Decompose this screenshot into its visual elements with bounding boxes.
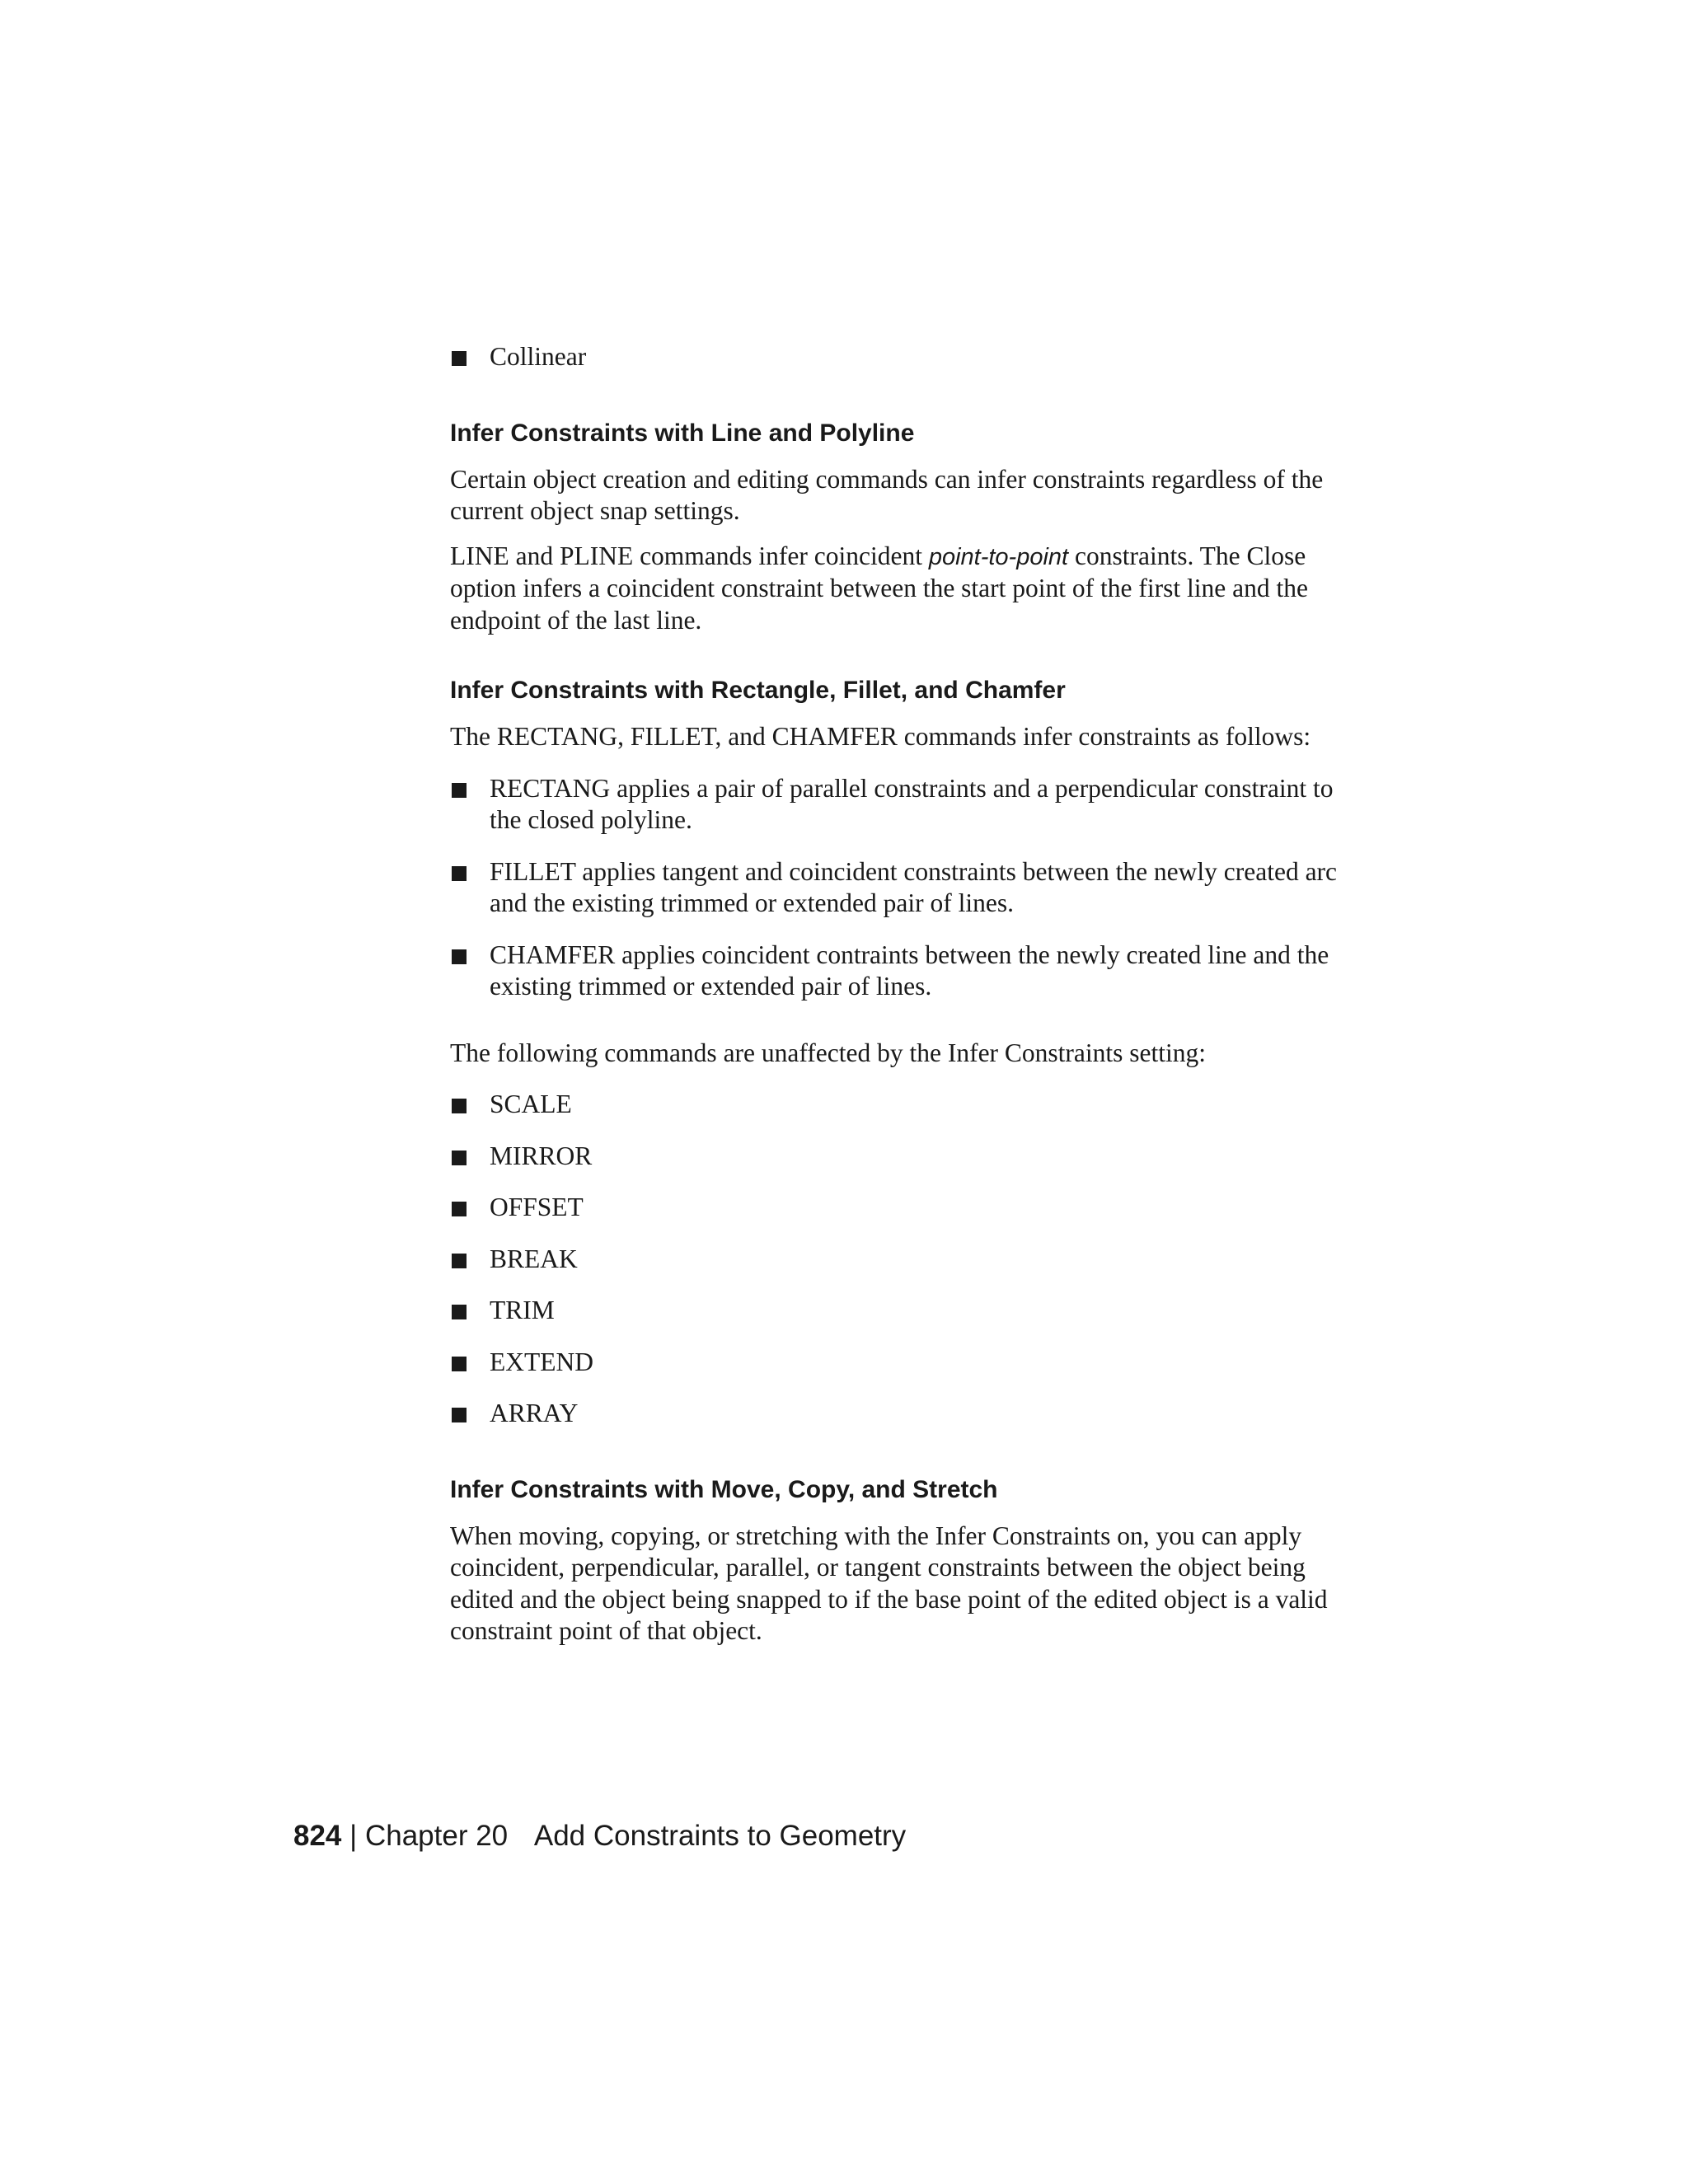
page-footer bbox=[293, 1818, 906, 1854]
list-item-text: CHAMFER applies coincident contraints between the newly created line and the existing trimmed or extended pair of lines. bbox=[490, 940, 1329, 1001]
list-item bbox=[450, 341, 1340, 373]
body-paragraph: The following commands are unaffected by the Infer Constraints setting: bbox=[450, 1038, 1207, 1067]
top-bullet-list bbox=[450, 341, 1340, 373]
list-item bbox=[450, 1089, 1340, 1121]
list-item-text: SCALE bbox=[490, 1090, 572, 1118]
body-paragraph: Certain object creation and editing commands can infer constraints regardless of the current object snap settings. bbox=[450, 464, 1324, 525]
body-paragraph: The RECTANG, FILLET, and CHAMFER commands infer constraints as follows: bbox=[450, 722, 1311, 751]
square-bullet-icon bbox=[452, 1357, 467, 1371]
list-item-text: OFFSET bbox=[490, 1193, 584, 1221]
chapter-title: Add Constraints to Geometry bbox=[533, 1820, 907, 1852]
square-bullet-icon bbox=[452, 1099, 467, 1113]
paragraph-text: constraints. The Close option infers a coincident constraint between the start point of the first line and the endpoint of the last line. bbox=[450, 541, 1308, 635]
list-item bbox=[450, 1192, 1340, 1224]
list-item bbox=[450, 940, 1340, 1003]
list-item bbox=[450, 1244, 1340, 1276]
page-number: 824 bbox=[293, 1820, 342, 1852]
unaffected-commands-list bbox=[450, 1089, 1340, 1430]
square-bullet-icon bbox=[452, 866, 467, 881]
square-bullet-icon bbox=[452, 1202, 467, 1216]
list-item bbox=[450, 1398, 1340, 1430]
footer-separator: | bbox=[349, 1820, 358, 1852]
list-item bbox=[450, 1141, 1340, 1173]
square-bullet-icon bbox=[452, 1408, 467, 1422]
square-bullet-icon bbox=[452, 1151, 467, 1165]
section-heading-line-polyline: Infer Constraints with Line and Polyline bbox=[450, 419, 915, 447]
list-item-text: RECTANG applies a pair of parallel constraints and a perpendicular constraint to the closed polyline. bbox=[490, 773, 1334, 834]
list-item bbox=[450, 1347, 1340, 1379]
list-item-text: MIRROR bbox=[490, 1141, 593, 1170]
square-bullet-icon bbox=[452, 949, 467, 964]
square-bullet-icon bbox=[452, 351, 467, 366]
paragraph-text: LINE and PLINE commands infer coincident bbox=[450, 541, 929, 570]
emphasized-term: point-to-point bbox=[928, 543, 1069, 570]
list-item-text: ARRAY bbox=[490, 1399, 579, 1427]
square-bullet-icon bbox=[452, 783, 467, 798]
section-heading-rectangle-fillet-chamfer: Infer Constraints with Rectangle, Fillet, and Chamfer bbox=[450, 677, 1066, 704]
square-bullet-icon bbox=[452, 1254, 467, 1268]
section-heading-move-copy-stretch: Infer Constraints with Move, Copy, and Stretch bbox=[450, 1475, 998, 1503]
list-item bbox=[450, 1295, 1340, 1327]
list-item-text: BREAK bbox=[490, 1244, 578, 1273]
page-content bbox=[450, 341, 1340, 1647]
square-bullet-icon bbox=[452, 1305, 467, 1319]
list-item-text: TRIM bbox=[490, 1296, 555, 1324]
list-item-text: Collinear bbox=[490, 342, 587, 371]
list-item-text: EXTEND bbox=[490, 1347, 593, 1376]
list-item-text: FILLET applies tangent and coincident constraints between the newly created arc and the existing trimmed or extended pair of lines. bbox=[490, 856, 1338, 917]
inferring-commands-list bbox=[450, 773, 1340, 1003]
list-item bbox=[450, 856, 1340, 920]
body-paragraph bbox=[450, 541, 1340, 637]
list-item bbox=[450, 773, 1340, 837]
chapter-number: Chapter 20 bbox=[364, 1820, 509, 1852]
body-paragraph: When moving, copying, or stretching with the Infer Constraints on, you can apply coincident, perpendicular, parallel, or tangent constraints between the object being edited and the object being snapped to if the base point of the edited object is a valid constraint point of that object. bbox=[450, 1521, 1328, 1645]
